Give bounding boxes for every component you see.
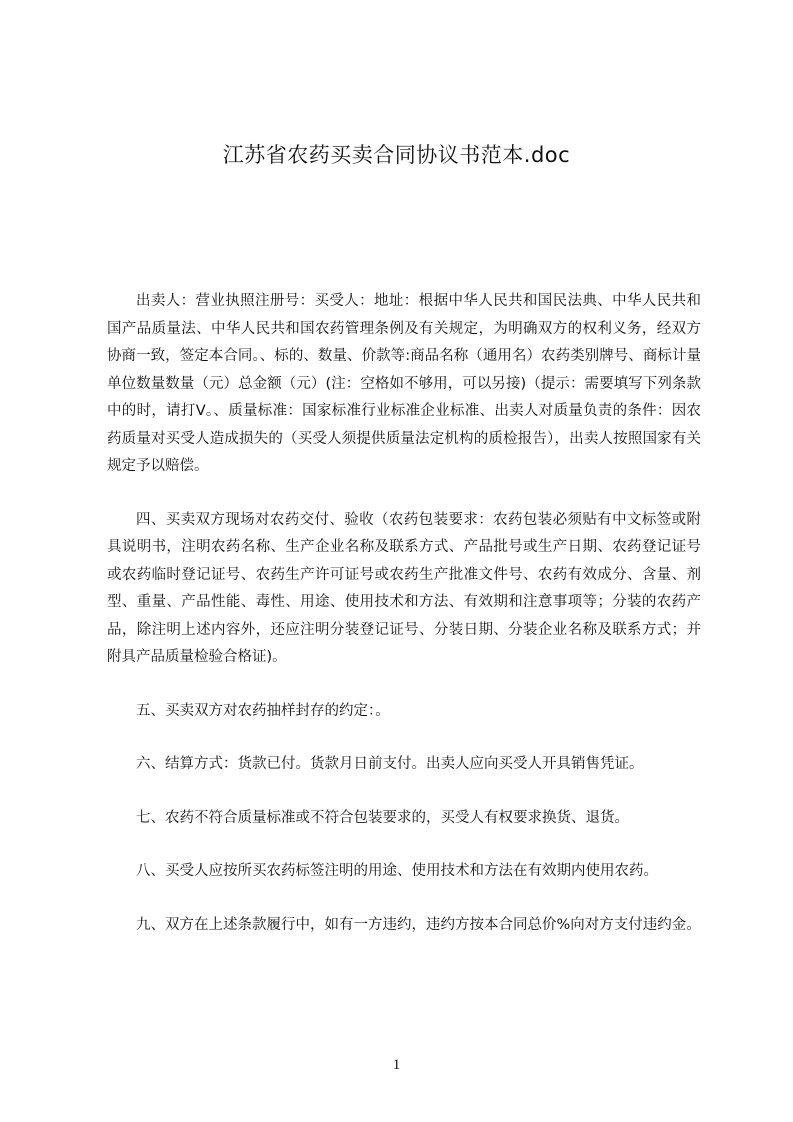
paragraph-clause-8: 八、买受人应按所买农药标签注明的用途、使用技术和方法在有效期内使用农药。 [136, 863, 658, 879]
paragraph-clause-6: 六、结算方式：货款已付。货款月日前支付。出卖人应向买受人开具销售凭证。 [136, 756, 644, 772]
paragraph-clause-5: 五、买卖双方对农药抽样封存的约定：。 [136, 702, 390, 719]
paragraph-clause-7: 七、农药不符合质量标准或不符合包装要求的，买受人有权要求换货、退货。 [136, 809, 629, 826]
document-title: 江苏省农药买卖合同协议书范本.doc [222, 143, 571, 167]
document-body [107, 288, 701, 965]
paragraph-clause-9: 九、双方在上述条款履行中，如有一方违约，违约方按本合同总价%向对方支付违约金。 [136, 916, 701, 933]
paragraph-clause-4: 四、买卖双方现场对农药交付、验收（农药包装要求：农药包装必须贴有中文标签或附具说明书，注明农药名称、生产企业名称及联系方式、产品批号或生产日期、农药登记证号或农药临时登记证号、农药生产许可证号或农药生产批准文件号、农药有效成分、含量、剂型、重量、产品性能、毒性、用途、使用技术和方法、有效期和注意事项等；分装的农药产品，除注明上述内容外，还应注明分装登记证号、分装日期、分装企业名称及联系方式；并附具产品质量检验合格证)。 [107, 511, 701, 665]
paragraph-intro: 出卖人：营业执照注册号：买受人：地址：根据中华人民共和国民法典、中华人民共和国产品质量法、中华人民共和国农药管理条例及有关规定，为明确双方的权利义务，经双方协商一致，签定本合同。、标的、数量、价款等:商品名称（通用名）农药类别牌号、商标计量单位数量数量（元）总金额（元）(注：空格如不够用，可以另接)（提示：需要填写下列条款中的时，请打V。、质量标准：国家标准行业标准企业标准、出卖人对质量负责的条件：因农药质量对买受人造成损失的（买受人须提供质量法定机构的质检报告），出卖人按照国家有关规定予以赔偿。 [107, 293, 701, 474]
page-number: 1 [392, 1057, 401, 1073]
